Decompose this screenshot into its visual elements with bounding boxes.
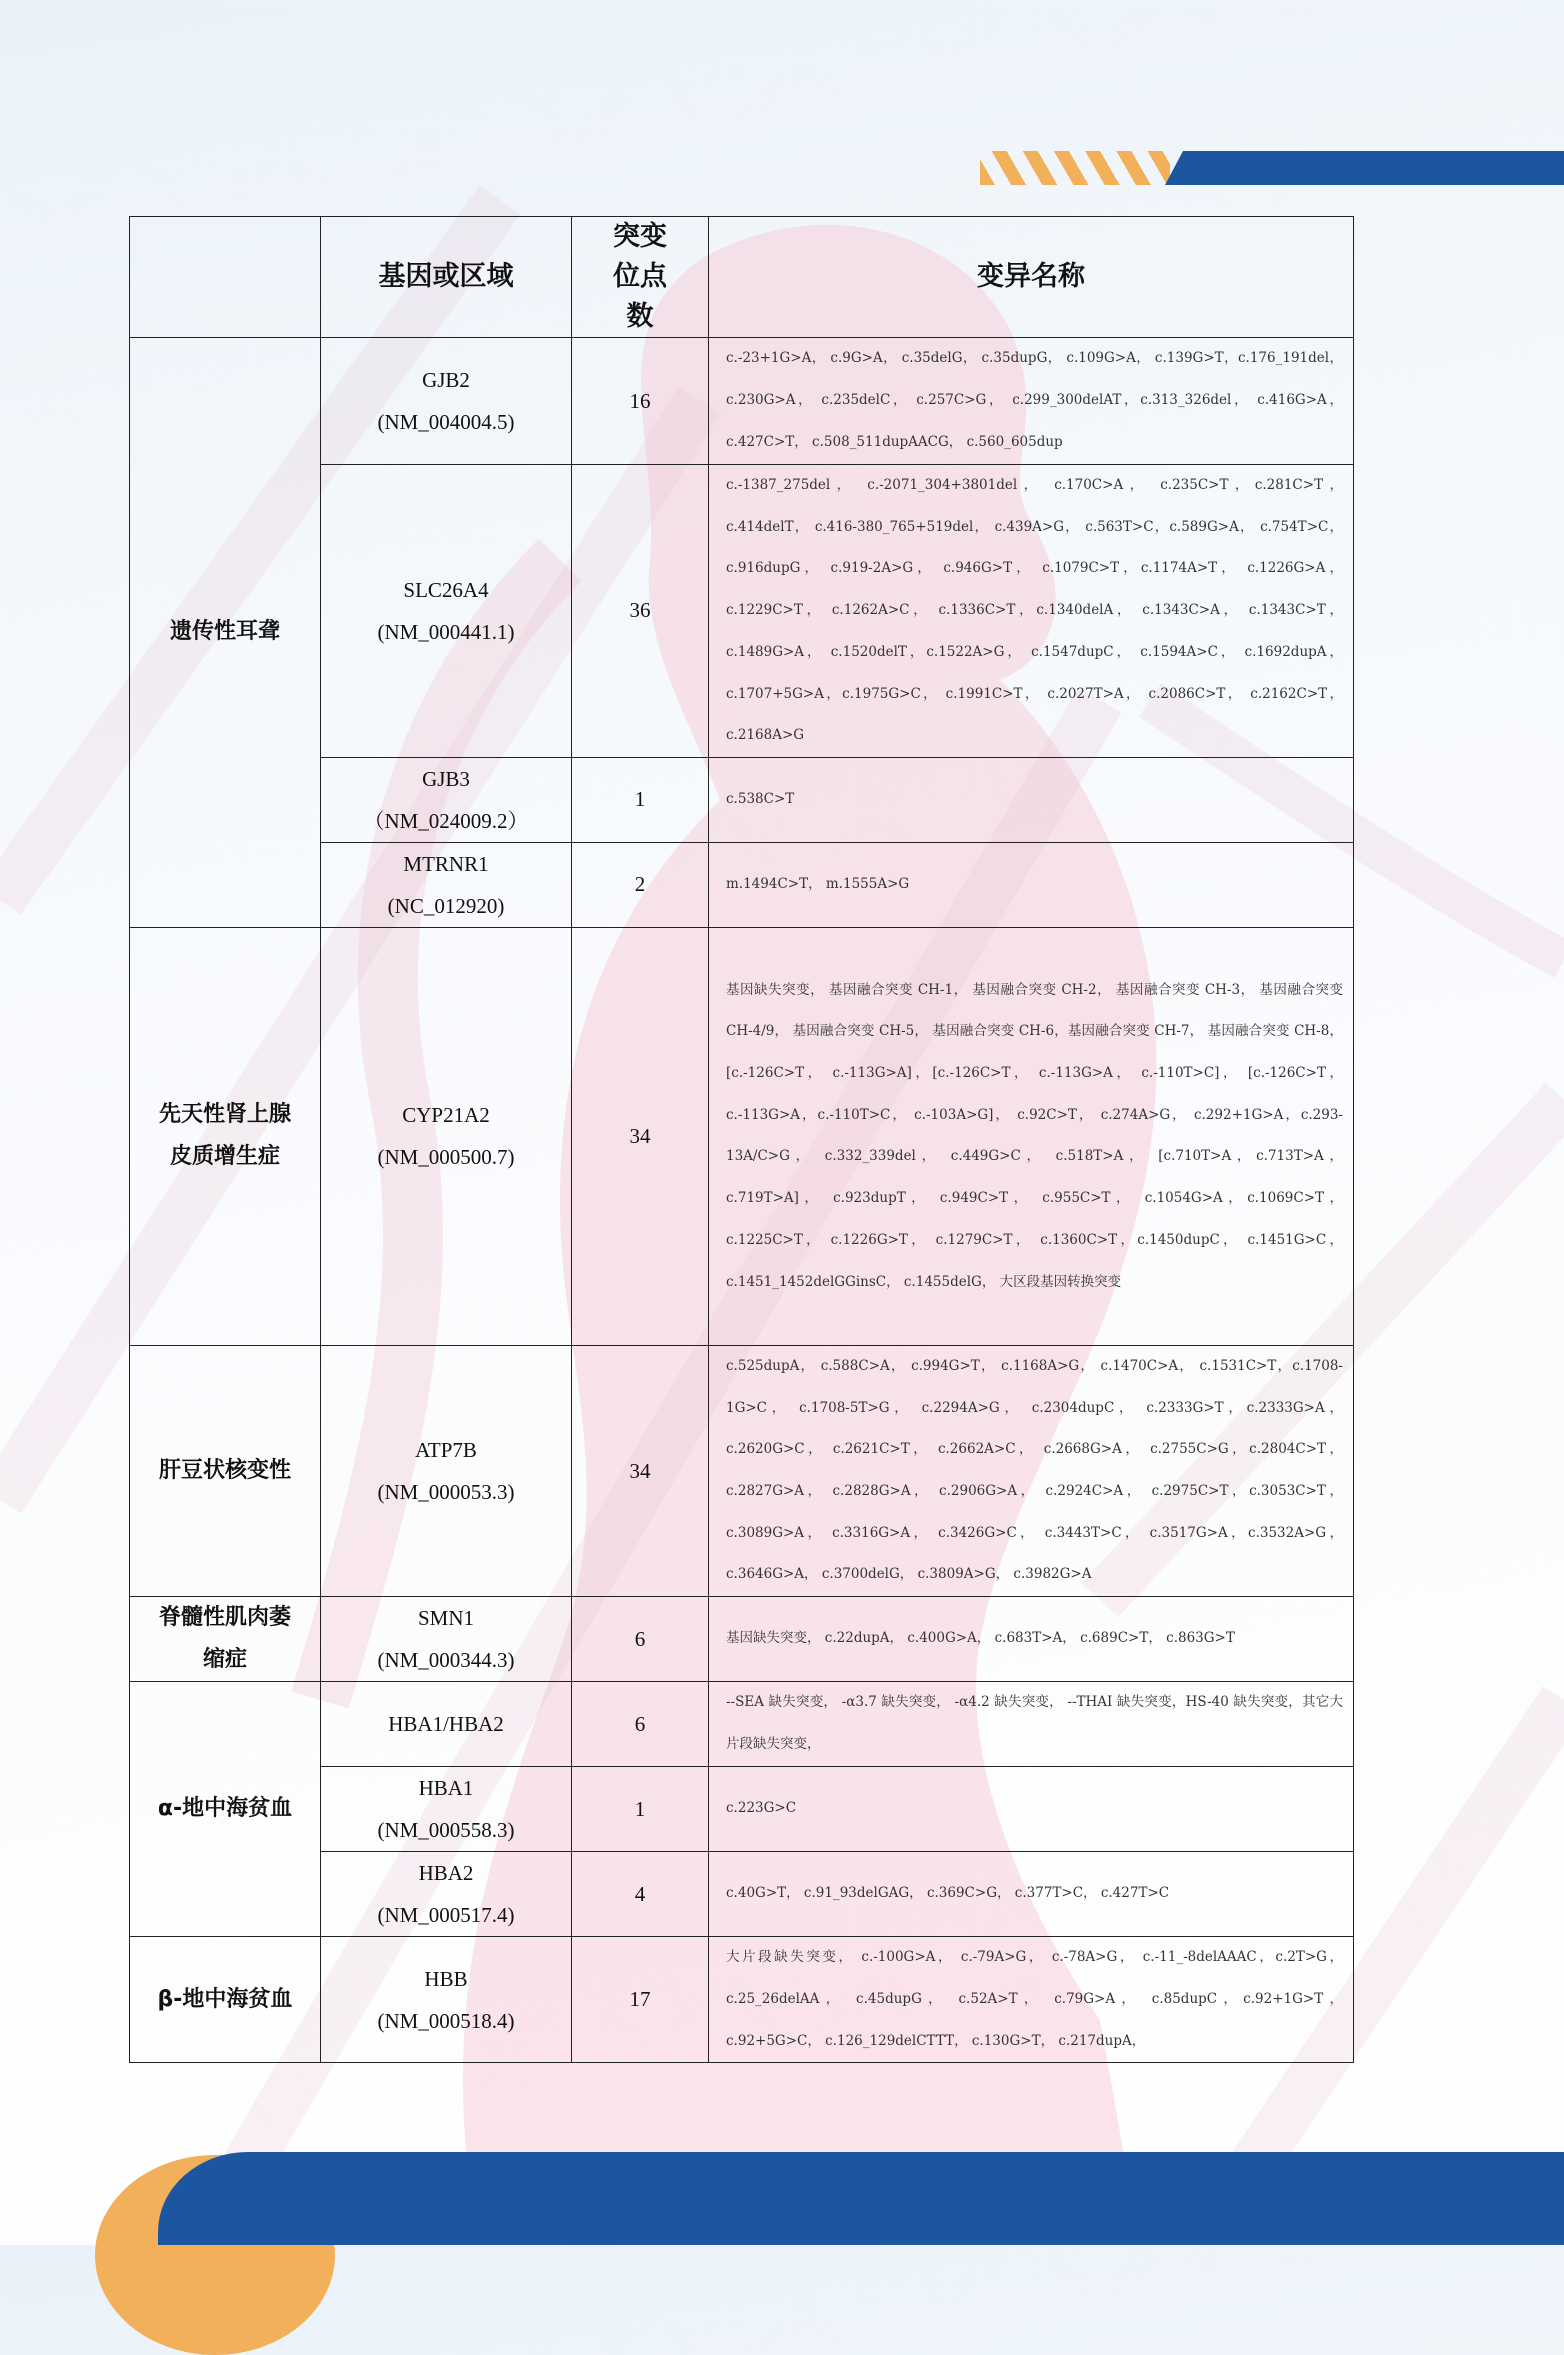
gene-ref: (NM_000500.7) (377, 1145, 515, 1170)
gene-name: ATP7B (415, 1438, 477, 1463)
orange-stripes-decoration (980, 151, 1170, 185)
header-category (130, 217, 321, 338)
table-header-row (130, 217, 1354, 338)
gene-cell (321, 338, 572, 465)
header-count (572, 217, 709, 338)
category-cell (130, 927, 321, 1345)
count-cell: 2 (572, 842, 709, 927)
gene-name: GJB2 (422, 368, 470, 392)
gene-ref: (NC_012920) (387, 893, 505, 918)
variants-cell: c.525dupA， c.588C>A， c.994G>T， c.1168A>G， c.1470C>A， c.1531C>T，c.1708-1G>C， c.1708-5T>G， c.2294A>G， c.2304dupC， c.2333G>T，c.2333G>A， c.2620G>C， c.2621C>T， c.2662A>C， c.2668G>A， c.2755C>G，c.2804C>T， c.2827G>A， c.2828G>A， c.2906G>A， c.2924C>A， c.2975C>T，c.3053C>T， c.3089G>A， c.3316G>A， c.3426G>C， c.3443T>C， c.3517G>A，c.3532A>G， c.3646G>A， c.3700delG， c.3809A>G， c.3982G>A (709, 1345, 1354, 1596)
category-label: 遗传性耳聋 (169, 619, 280, 645)
variants-cell: 基因缺失突变， c.22dupA， c.400G>A， c.683T>A， c.689C>T， c.863G>T (709, 1597, 1354, 1682)
count-cell: 16 (572, 338, 709, 465)
header-count-text: 突变位点数 (613, 221, 667, 332)
variants-cell: c.40G>T， c.91_93delGAG， c.369C>G， c.377T>C， c.427T>C (709, 1852, 1354, 1937)
gene-name: SLC26A4 (403, 577, 489, 602)
top-blue-bar (1165, 151, 1564, 185)
category-label-line-2: 缩症 (202, 1647, 247, 1673)
variants-cell: 基因缺失突变， 基因融合突变 CH-1， 基因融合突变 CH-2， 基因融合突变 CH-3， 基因融合突变 CH-4/9， 基因融合突变 CH-5， 基因融合突变 CH-6，基因融合突变 CH-7， 基因融合突变 CH-8， [c.-126C>T， c.-113G>A]，[c.-126C>T， c.-113G>A， c.-110T>C]， [c.-126C>T， c.-113G>A，c.-110T>C， c.-103A>G]， c.92C>T， c.274A>G， c.292+1G>A，c.293-13A/C>G， c.332_339del， c.449G>C， c.518T>A， [c.710T>A，c.713T>A， c.719T>A]， c.923dupT， c.949C>T， c.955C>T， c.1054G>A，c.1069C>T， c.1225C>T， c.1226G>T， c.1279C>T， c.1360C>T，c.1450dupC， c.1451G>C， c.1451_1452delGGinsC， c.1455delG， 大区段基因转换突变 (709, 927, 1354, 1345)
category-label: β-地中海贫血 (157, 1986, 293, 2012)
variants-cell: --SEA 缺失突变， -α3.7 缺失突变， -α4.2 缺失突变， --THAI 缺失突变，HS-40 缺失突变，其它大片段缺失突变， (709, 1682, 1354, 1767)
gene-cell (321, 1345, 572, 1596)
count-cell: 1 (572, 1767, 709, 1852)
variants-cell: c.-23+1G>A， c.9G>A， c.35delG， c.35dupG， c.109G>A， c.139G>T，c.176_191del， c.230G>A， c.235delC， c.257C>G， c.299_300delAT，c.313_326del， c.416G>A， c.427C>T， c.508_511dupAACG， c.560_605dup (709, 338, 1354, 465)
variants-cell: c.538C>T (709, 757, 1354, 842)
variants-cell: 大片段缺失突变， c.-100G>A， c.-79A>G， c.-78A>G， c.-11_-8delAAAC，c.2T>G， c.25_26delAA， c.45dupG， c.52A>T， c.79G>A， c.85dupC，c.92+1G>T， c.92+5G>C， c.126_129delCTTT， c.130G>T， c.217dupA， (709, 1937, 1354, 2063)
table-row (130, 1597, 1354, 1682)
gene-ref: (NM_000441.1) (377, 619, 515, 644)
gene-cell (321, 842, 572, 927)
gene-cell (321, 1682, 572, 1767)
gene-ref: (NM_000053.3) (377, 1480, 515, 1505)
table-row (130, 1682, 1354, 1767)
gene-ref: (NM_004004.5) (377, 410, 515, 434)
count-cell: 4 (572, 1852, 709, 1937)
gene-ref: （NM_024009.2） (363, 808, 529, 833)
gene-cell (321, 1767, 572, 1852)
gene-ref: (NM_000517.4) (377, 1903, 515, 1928)
header-variants: 变异名称 (709, 217, 1354, 338)
count-cell: 1 (572, 757, 709, 842)
gene-name: GJB3 (422, 766, 470, 791)
category-label-line-1: 先天性肾上腺 (158, 1102, 291, 1128)
gene-name: HBA1/HBA2 (388, 1712, 504, 1737)
table-row (130, 1345, 1354, 1596)
gene-cell (321, 465, 572, 758)
table-row (130, 1937, 1354, 2063)
count-cell: 6 (572, 1682, 709, 1767)
gene-ref: (NM_000344.3) (377, 1648, 515, 1673)
category-cell (130, 1345, 321, 1596)
gene-name: HBA1 (418, 1776, 474, 1801)
gene-name: HBA2 (418, 1861, 474, 1886)
gene-cell (321, 1852, 572, 1937)
variants-cell: c.223G>C (709, 1767, 1354, 1852)
gene-cell (321, 927, 572, 1345)
bottom-blue-bar (158, 2152, 1564, 2245)
gene-cell (321, 757, 572, 842)
gene-variant-table (129, 216, 1354, 2063)
count-cell: 17 (572, 1937, 709, 2063)
count-cell: 6 (572, 1597, 709, 1682)
count-cell: 34 (572, 927, 709, 1345)
header-gene: 基因或区域 (321, 217, 572, 338)
gene-name: SMN1 (417, 1606, 475, 1631)
gene-ref: (NM_000558.3) (377, 1818, 515, 1843)
count-cell: 36 (572, 465, 709, 758)
category-label: α-地中海贫血 (157, 1796, 293, 1822)
category-label: 肝豆状核变性 (158, 1458, 291, 1484)
category-label-line-1: 脊髓性肌肉萎 (158, 1605, 291, 1631)
table-row (130, 927, 1354, 1345)
gene-name: HBB (424, 1966, 468, 1991)
category-cell (130, 338, 321, 928)
count-cell: 34 (572, 1345, 709, 1596)
variants-cell: c.-1387_275del， c.-2071_304+3801del， c.170C>A， c.235C>T，c.281C>T， c.414delT， c.416-380_765+519del， c.439A>G， c.563T>C，c.589G>A， c.754T>C， c.916dupG， c.919-2A>G， c.946G>T， c.1079C>T，c.1174A>T， c.1226G>A， c.1229C>T， c.1262A>C， c.1336C>T，c.1340delA， c.1343C>A， c.1343C>T， c.1489G>A， c.1520delT，c.1522A>G， c.1547dupC， c.1594A>C， c.1692dupA， c.1707+5G>A，c.1975G>C， c.1991C>T， c.2027T>A， c.2086C>T， c.2162C>T， c.2168A>G (709, 465, 1354, 758)
gene-name: MTRNR1 (403, 851, 489, 876)
category-label-line-2: 皮质增生症 (169, 1144, 280, 1170)
gene-name: CYP21A2 (402, 1103, 490, 1128)
variants-cell: m.1494C>T， m.1555A>G (709, 842, 1354, 927)
table-row (130, 338, 1354, 465)
category-cell (130, 1682, 321, 1937)
gene-ref: (NM_000518.4) (377, 2008, 515, 2033)
category-cell (130, 1597, 321, 1682)
gene-cell (321, 1937, 572, 2063)
category-cell (130, 1937, 321, 2063)
gene-cell (321, 1597, 572, 1682)
